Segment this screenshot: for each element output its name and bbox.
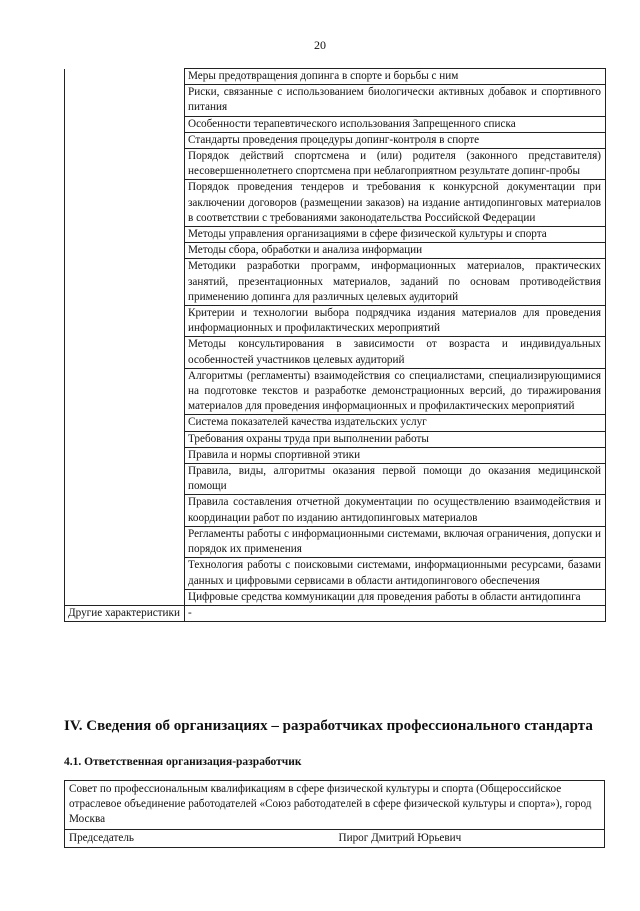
list-item: Порядок проведения тендеров и требования к конкурсной документации при заключении договоров (размещении заказов) на издание антидопинговых материалов в соответствии с требованиями законодательства Российской Федерации bbox=[185, 180, 606, 227]
list-item: Методики разработки программ, информационных материалов, практических занятий, презентационных материалов, заданий по основам противодействия применению допинга для различных целевых аудиторий bbox=[185, 259, 606, 306]
list-item: Правила и нормы спортивной этики bbox=[185, 447, 606, 463]
list-item: Регламенты работы с информационными системами, включая ограничения, допуски и порядок их применения bbox=[185, 526, 606, 557]
list-item: Особенности терапевтического использования Запрещенного списка bbox=[185, 116, 606, 132]
table-row bbox=[65, 526, 606, 557]
other-characteristics-value: - bbox=[185, 605, 606, 621]
organization-name: Совет по профессиональным квалификациям в сфере физической культуры и спорта (Общероссийское отраслевое объединение работодателей «Союз работодателей в сфере физической культуры и спорта»), город Москва bbox=[65, 781, 605, 830]
list-item: Методы управления организациями в сфере физической культуры и спорта bbox=[185, 227, 606, 243]
table-row bbox=[65, 227, 606, 243]
table-row bbox=[65, 589, 606, 605]
list-item: Система показателей качества издательских услуг bbox=[185, 415, 606, 431]
organization-table bbox=[64, 780, 605, 848]
list-item: Меры предотвращения допинга в спорте и борьбы с ним bbox=[185, 69, 606, 85]
table-row bbox=[65, 829, 605, 847]
list-item: Требования охраны труда при выполнении работы bbox=[185, 431, 606, 447]
table-row bbox=[65, 85, 606, 116]
table-row bbox=[65, 259, 606, 306]
table-row bbox=[65, 781, 605, 830]
subsection-heading: 4.1. Ответственная организация-разработчик bbox=[64, 756, 302, 768]
list-item: Методы сбора, обработки и анализа информации bbox=[185, 243, 606, 259]
list-item: Методы консультирования в зависимости от возраста и индивидуальных особенностей участников целевых аудиторий bbox=[185, 337, 606, 368]
table-row bbox=[65, 368, 606, 415]
list-item: Критерии и технологии выбора подрядчика издания материалов для проведения информационных и профилактических мероприятий bbox=[185, 306, 606, 337]
page-number: 20 bbox=[314, 38, 326, 52]
table-row bbox=[65, 69, 606, 85]
table-row bbox=[65, 149, 606, 180]
table-row bbox=[65, 337, 606, 368]
list-item: Стандарты проведения процедуры допинг-контроля в спорте bbox=[185, 132, 606, 148]
table-row bbox=[65, 495, 606, 526]
table-row bbox=[65, 243, 606, 259]
table-row bbox=[65, 558, 606, 589]
requirements-table bbox=[64, 68, 606, 622]
table-row bbox=[65, 605, 606, 621]
person-name: Пирог Дмитрий Юрьевич bbox=[335, 829, 605, 847]
list-item: Правила составления отчетной документации по осуществлению взаимодействия и координации работ по изданию антидопинговых материалов bbox=[185, 495, 606, 526]
list-item: Порядок действий спортсмена и (или) родителя (законного представителя) несовершеннолетнего спортсмена при неблагоприятном результате допинг-пробы bbox=[185, 149, 606, 180]
table-row bbox=[65, 132, 606, 148]
list-item: Цифровые средства коммуникации для проведения работы в области антидопинга bbox=[185, 589, 606, 605]
table-row bbox=[65, 306, 606, 337]
list-item: Правила, виды, алгоритмы оказания первой помощи до оказания медицинской помощи bbox=[185, 464, 606, 495]
list-item: Технология работы с поисковыми системами, информационными ресурсами, базами данных и цифровыми сервисами в области антидопингового обеспечения bbox=[185, 558, 606, 589]
table-row bbox=[65, 431, 606, 447]
table-row bbox=[65, 464, 606, 495]
person-role: Председатель bbox=[65, 829, 335, 847]
table-row bbox=[65, 415, 606, 431]
list-item: Риски, связанные с использованием биологически активных добавок и спортивного питания bbox=[185, 85, 606, 116]
table-row bbox=[65, 447, 606, 463]
list-item: Алгоритмы (регламенты) взаимодействия со специалистами, специализирующимися на подготовке текстов и разработке демонстрационных версий, до тиражирования материалов для проведения информационных и профилактических мероприятий bbox=[185, 368, 606, 415]
other-characteristics-label: Другие характеристики bbox=[65, 605, 185, 621]
table-row bbox=[65, 116, 606, 132]
table-row bbox=[65, 180, 606, 227]
section-heading: IV. Сведения об организациях – разработчиках профессионального стандарта bbox=[64, 718, 593, 734]
